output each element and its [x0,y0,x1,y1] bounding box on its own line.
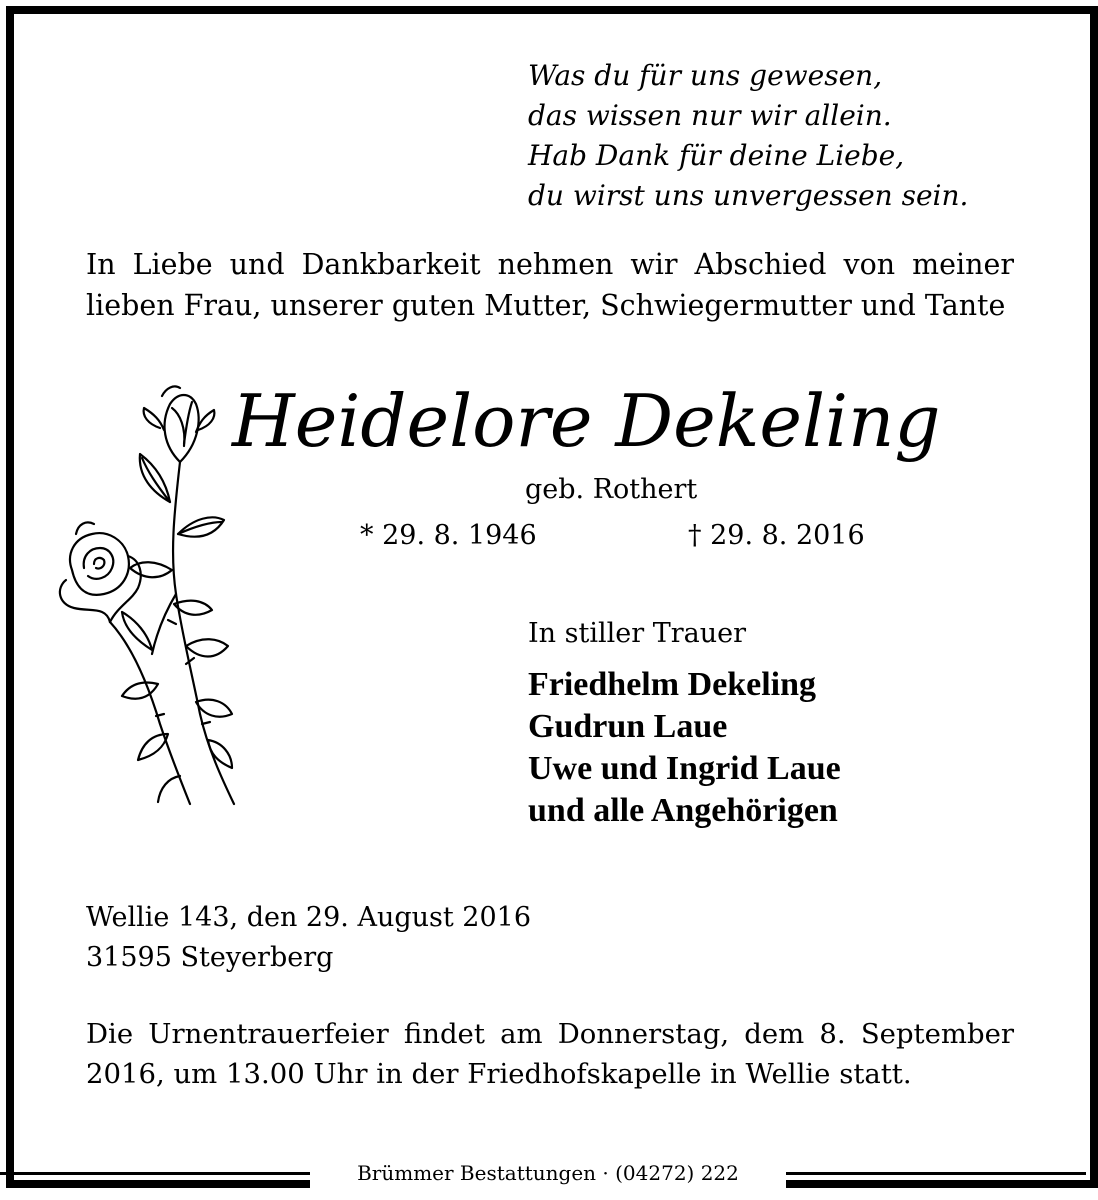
birth-date: * 29. 8. 1946 [360,520,537,551]
poem-line: Was du für uns gewesen, [528,59,883,92]
poem-line: das wissen nur wir allein. [528,99,892,132]
address-block [86,898,531,978]
death-date: † 29. 8. 2016 [688,520,865,551]
footer-rule-left [0,1172,310,1175]
mourner-name: und alle Angehörigen [528,792,838,829]
footer-rule-right [786,1172,1086,1175]
mourners-list [528,664,841,832]
mourner-name: Uwe und Ingrid Laue [528,750,841,787]
mourning-label: In stiller Trauer [528,618,747,649]
rose-illustration [52,384,252,814]
mourner-name: Gudrun Laue [528,708,728,745]
poem [528,56,968,216]
service-info: Die Urnentrauerfeier findet am Donnerstag, dem 8. September 2016, um 13.00 Uhr in der Friedhofskapelle in Wellie statt. [86,1018,1014,1090]
deceased-name: Heidelore Dekeling [232,379,941,463]
address-line: Wellie 143, den 29. August 2016 [86,902,532,933]
intro-text: In Liebe und Dankbarkeit nehmen wir Abschied von meiner lieben Frau, unserer guten Mutter, Schwiegermutter und Tante [86,248,1014,322]
poem-line: Hab Dank für deine Liebe, [528,139,905,172]
maiden-name: geb. Rothert [525,474,698,505]
address-line: 31595 Steyerberg [86,942,334,973]
mourner-name: Friedhelm Dekeling [528,666,817,703]
undertaker-footer: Brümmer Bestattungen · (04272) 222 [310,1158,786,1188]
poem-line: du wirst uns unvergessen sein. [528,179,969,212]
